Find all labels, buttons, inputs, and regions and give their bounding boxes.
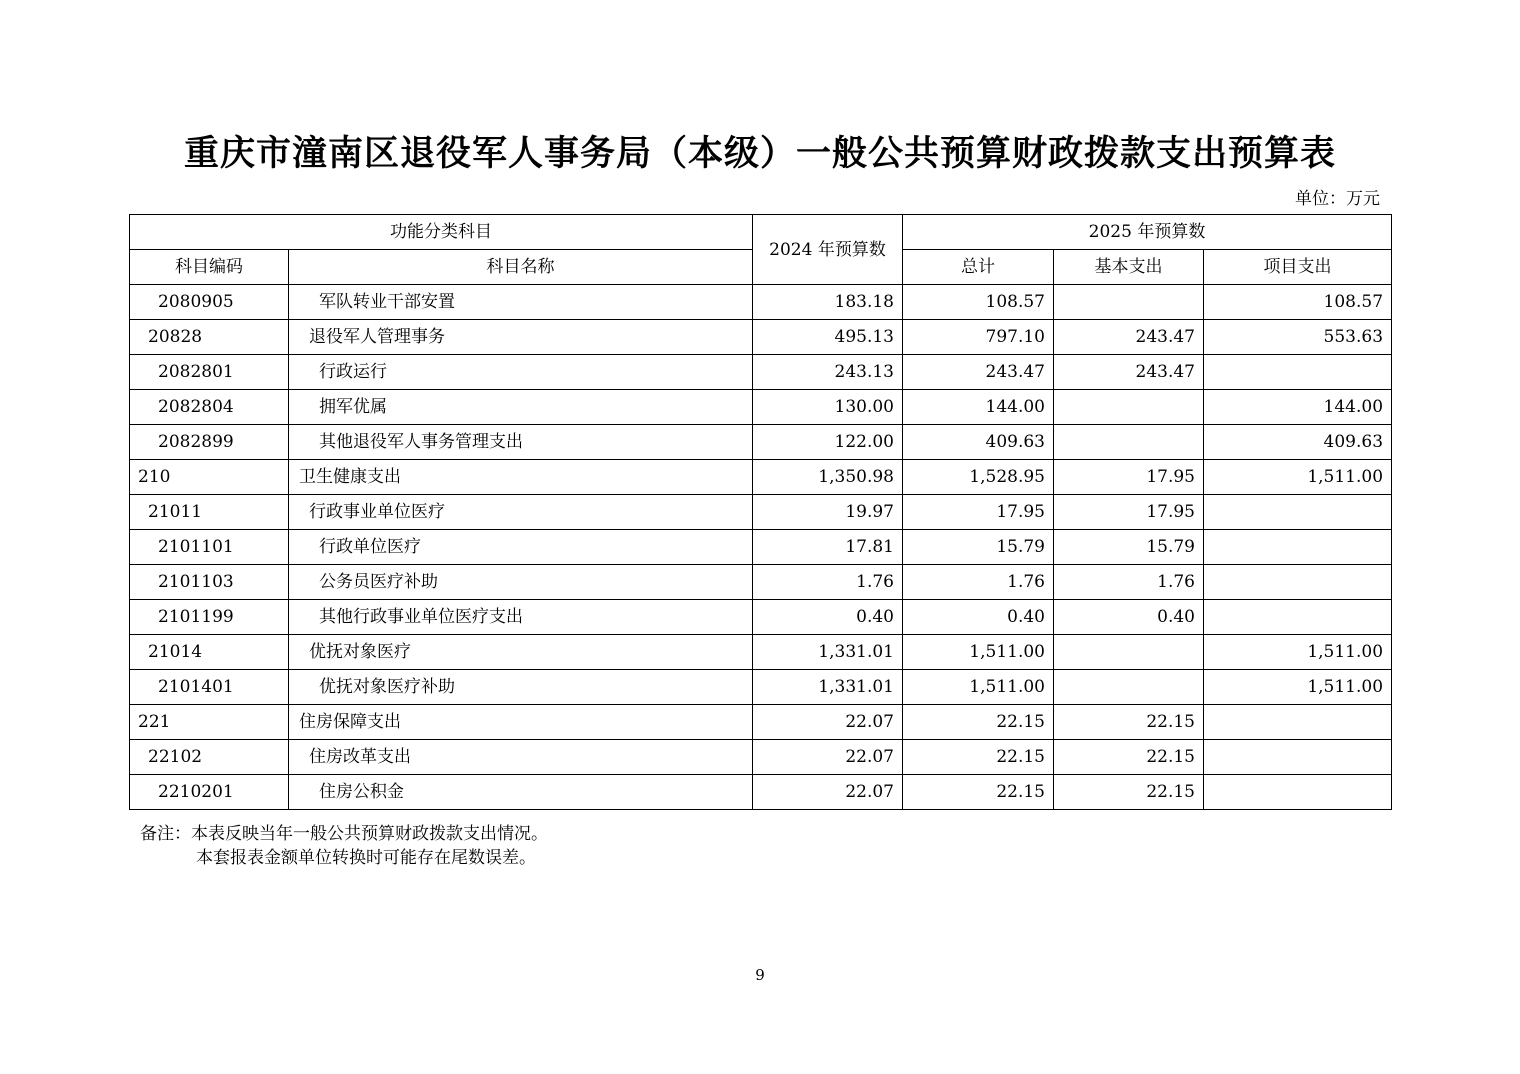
note-line-1: 备注：本表反映当年一般公共预算财政拨款支出情况。 <box>140 824 548 844</box>
row-total: 1,528.95 <box>903 460 1054 495</box>
header-name: 科目名称 <box>289 250 753 285</box>
row-total: 17.95 <box>903 495 1054 530</box>
unit-label: 单位：万元 <box>1295 189 1380 209</box>
row-code: 2210201 <box>130 775 289 810</box>
row-budget-2024: 183.18 <box>753 285 903 320</box>
row-code: 2101401 <box>130 670 289 705</box>
header-budget-2024: 2024 年预算数 <box>753 215 903 285</box>
row-name: 行政运行 <box>289 355 753 390</box>
table-row <box>130 600 1392 635</box>
row-basic: 22.15 <box>1054 740 1204 775</box>
row-code: 2082899 <box>130 425 289 460</box>
row-budget-2024: 1,331.01 <box>753 635 903 670</box>
row-total: 22.15 <box>903 775 1054 810</box>
row-project <box>1204 495 1392 530</box>
table-row <box>130 355 1392 390</box>
row-budget-2024: 17.81 <box>753 530 903 565</box>
row-budget-2024: 22.07 <box>753 775 903 810</box>
row-project <box>1204 775 1392 810</box>
row-code: 21011 <box>130 495 289 530</box>
row-name: 优抚对象医疗补助 <box>289 670 753 705</box>
row-code: 210 <box>130 460 289 495</box>
row-code: 2080905 <box>130 285 289 320</box>
row-total: 0.40 <box>903 600 1054 635</box>
row-budget-2024: 243.13 <box>753 355 903 390</box>
header-budget-2025: 2025 年预算数 <box>903 215 1392 250</box>
row-code: 221 <box>130 705 289 740</box>
row-basic <box>1054 635 1204 670</box>
row-basic: 22.15 <box>1054 775 1204 810</box>
row-project: 1,511.00 <box>1204 460 1392 495</box>
row-project <box>1204 355 1392 390</box>
row-project: 144.00 <box>1204 390 1392 425</box>
row-name: 卫生健康支出 <box>289 460 753 495</box>
row-total: 144.00 <box>903 390 1054 425</box>
row-budget-2024: 1.76 <box>753 565 903 600</box>
header-project: 项目支出 <box>1204 250 1392 285</box>
row-total: 409.63 <box>903 425 1054 460</box>
table-row <box>130 670 1392 705</box>
table-row <box>130 565 1392 600</box>
row-code: 2101103 <box>130 565 289 600</box>
row-project: 1,511.00 <box>1204 670 1392 705</box>
row-project <box>1204 600 1392 635</box>
row-project: 553.63 <box>1204 320 1392 355</box>
row-project: 1,511.00 <box>1204 635 1392 670</box>
row-code: 2101199 <box>130 600 289 635</box>
table-row <box>130 705 1392 740</box>
row-project <box>1204 705 1392 740</box>
row-project: 108.57 <box>1204 285 1392 320</box>
row-code: 20828 <box>130 320 289 355</box>
row-budget-2024: 122.00 <box>753 425 903 460</box>
row-code: 2101101 <box>130 530 289 565</box>
row-basic: 17.95 <box>1054 495 1204 530</box>
row-budget-2024: 495.13 <box>753 320 903 355</box>
row-name: 行政事业单位医疗 <box>289 495 753 530</box>
row-basic: 1.76 <box>1054 565 1204 600</box>
row-budget-2024: 1,350.98 <box>753 460 903 495</box>
row-name: 退役军人管理事务 <box>289 320 753 355</box>
row-total: 243.47 <box>903 355 1054 390</box>
row-basic <box>1054 390 1204 425</box>
row-basic <box>1054 425 1204 460</box>
table-row <box>130 530 1392 565</box>
header-row-1 <box>130 215 1392 250</box>
row-name: 住房公积金 <box>289 775 753 810</box>
row-basic <box>1054 670 1204 705</box>
row-project <box>1204 530 1392 565</box>
row-budget-2024: 130.00 <box>753 390 903 425</box>
row-name: 军队转业干部安置 <box>289 285 753 320</box>
row-name: 公务员医疗补助 <box>289 565 753 600</box>
row-total: 22.15 <box>903 740 1054 775</box>
row-name: 行政单位医疗 <box>289 530 753 565</box>
row-basic: 17.95 <box>1054 460 1204 495</box>
row-name: 住房改革支出 <box>289 740 753 775</box>
row-basic <box>1054 285 1204 320</box>
row-total: 22.15 <box>903 705 1054 740</box>
table-row <box>130 495 1392 530</box>
row-basic: 243.47 <box>1054 320 1204 355</box>
row-budget-2024: 22.07 <box>753 705 903 740</box>
row-total: 797.10 <box>903 320 1054 355</box>
row-name: 其他行政事业单位医疗支出 <box>289 600 753 635</box>
page-title: 重庆市潼南区退役军人事务局（本级）一般公共预算财政拨款支出预算表 <box>183 133 1336 174</box>
table-row <box>130 285 1392 320</box>
row-code: 2082804 <box>130 390 289 425</box>
table-row <box>130 740 1392 775</box>
header-function-group: 功能分类科目 <box>130 215 753 250</box>
table-row <box>130 635 1392 670</box>
row-total: 108.57 <box>903 285 1054 320</box>
row-total: 1,511.00 <box>903 670 1054 705</box>
table-row <box>130 775 1392 810</box>
budget-table <box>129 214 1392 810</box>
row-code: 2082801 <box>130 355 289 390</box>
page-number: 9 <box>755 966 765 984</box>
row-project <box>1204 565 1392 600</box>
row-budget-2024: 1,331.01 <box>753 670 903 705</box>
header-basic: 基本支出 <box>1054 250 1204 285</box>
row-code: 22102 <box>130 740 289 775</box>
budget-table-body <box>130 285 1392 810</box>
table-row <box>130 460 1392 495</box>
row-total: 1.76 <box>903 565 1054 600</box>
row-name: 其他退役军人事务管理支出 <box>289 425 753 460</box>
table-row <box>130 390 1392 425</box>
note-line-2: 本套报表金额单位转换时可能存在尾数误差。 <box>196 848 536 868</box>
row-name: 住房保障支出 <box>289 705 753 740</box>
row-total: 15.79 <box>903 530 1054 565</box>
row-project <box>1204 740 1392 775</box>
row-name: 优抚对象医疗 <box>289 635 753 670</box>
table-row <box>130 320 1392 355</box>
row-total: 1,511.00 <box>903 635 1054 670</box>
row-project: 409.63 <box>1204 425 1392 460</box>
row-budget-2024: 0.40 <box>753 600 903 635</box>
row-code: 21014 <box>130 635 289 670</box>
row-name: 拥军优属 <box>289 390 753 425</box>
row-budget-2024: 22.07 <box>753 740 903 775</box>
row-basic: 0.40 <box>1054 600 1204 635</box>
row-budget-2024: 19.97 <box>753 495 903 530</box>
header-code: 科目编码 <box>130 250 289 285</box>
row-basic: 15.79 <box>1054 530 1204 565</box>
header-total: 总计 <box>903 250 1054 285</box>
row-basic: 22.15 <box>1054 705 1204 740</box>
notes <box>140 822 548 870</box>
row-basic: 243.47 <box>1054 355 1204 390</box>
table-row <box>130 425 1392 460</box>
